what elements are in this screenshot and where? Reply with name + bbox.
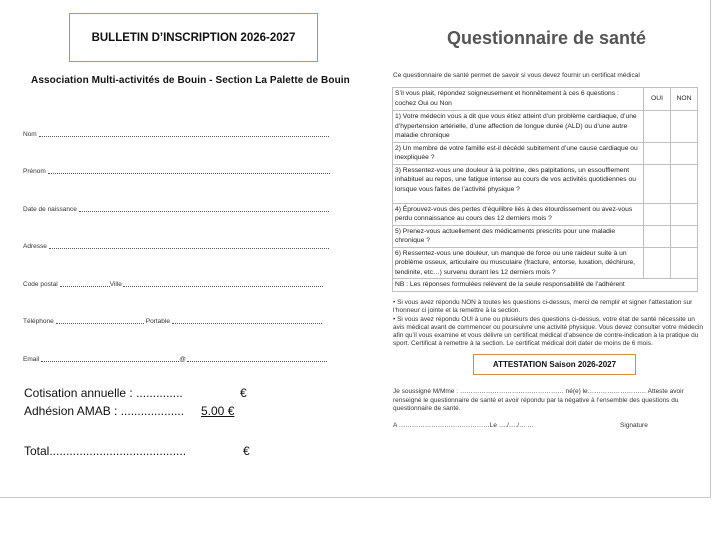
- adresse-line: [49, 248, 329, 249]
- non-checkbox-6[interactable]: [671, 247, 698, 279]
- telephone-label: Téléphone: [23, 318, 54, 325]
- association-name: Association Multi-activités de Bouin - Section La Palette de Bouin: [31, 75, 350, 86]
- prenom-label: Prénom: [23, 168, 46, 175]
- question-3: 3) Ressentez-vous une douleur à la poitrine, des palpitations, un essoufflement inhabituel au repos, une fatigue intense au cours de vos activités quotidiennes ou lorsque vous faites de l’activité physique ?: [393, 164, 644, 203]
- question-row-2: [393, 142, 698, 164]
- header-oui: OUI: [644, 88, 671, 111]
- oui-checkbox-4[interactable]: [644, 203, 671, 225]
- nb-row: [393, 279, 698, 292]
- cotisation-euro: €: [240, 386, 247, 400]
- naissance-label: Date de naissance: [23, 206, 77, 213]
- header-non: NON: [671, 88, 698, 111]
- adhesion-label: Adhésion AMAB : ...................: [24, 404, 185, 418]
- non-checkbox-2[interactable]: [671, 142, 698, 164]
- total-euro: €: [243, 444, 250, 458]
- nom-line: [39, 136, 329, 137]
- email-at: @: [179, 356, 186, 363]
- question-row-4: [393, 203, 698, 225]
- oui-checkbox-5[interactable]: [644, 225, 671, 247]
- ville-label: Ville: [109, 281, 122, 288]
- question-row-1: [393, 111, 698, 143]
- non-checkbox-5[interactable]: [671, 225, 698, 247]
- adresse-label: Adresse: [23, 243, 47, 250]
- header-question-cell: S’il vous plait, répondez soigneusement et honnêtement à ces 6 questions : cochez Oui ou Non: [393, 88, 644, 111]
- email-line-1: [41, 361, 179, 362]
- question-5: 5) Prenez-vous actuellement des médicaments prescrits pour une maladie chronique ?: [393, 225, 644, 247]
- email-field[interactable]: [23, 356, 327, 363]
- portable-label: Portable: [145, 318, 170, 325]
- email-label: Email: [23, 356, 40, 363]
- questionnaire-intro: Ce questionnaire de santé permet de savoir si vous devez fournir un certificat médical: [393, 72, 640, 79]
- code-postal-label: Code postal: [23, 281, 58, 288]
- table-header-row: [393, 88, 698, 111]
- questionnaire-table: [392, 87, 698, 292]
- cotisation-row: [24, 386, 247, 400]
- signature-label: Signature: [620, 422, 648, 429]
- prenom-field[interactable]: [23, 168, 330, 175]
- questionnaire-title: Questionnaire de santé: [447, 28, 647, 48]
- non-checkbox-1[interactable]: [671, 111, 698, 143]
- telephone-line: [56, 323, 144, 324]
- registration-title: BULLETIN D’INSCRIPTION 2026-2027: [69, 13, 318, 62]
- oui-checkbox-1[interactable]: [644, 111, 671, 143]
- instructions: [393, 299, 705, 349]
- non-checkbox-3[interactable]: [671, 164, 698, 203]
- question-2: 2) Un membre de votre famille est-il décédé subitement d’une cause cardiaque ou inexpliquée ?: [393, 142, 644, 164]
- naissance-line: [79, 211, 329, 212]
- nom-field[interactable]: [23, 131, 329, 138]
- nb-note: NB : Les réponses formulées relèvent de la seule responsabilité de l’adhérent: [393, 279, 698, 292]
- total-label: Total.........................................: [24, 444, 187, 458]
- question-6: 6) Ressentez-vous une douleur, un manque de force ou une raideur suite à un problème osseux, articulaire ou musculaire (fracture, entorse, luxation, déchirure, tendinite, etc…) survenu durant les 12 derniers mois ?: [393, 247, 644, 279]
- question-4: 4) Éprouvez-vous des pertes d’équilibre liés à des étourdissement ou avez-vous perdu connaissance au cours des 12 derniers mois ?: [393, 203, 644, 225]
- ville-line: [123, 286, 323, 287]
- question-row-3: [393, 164, 698, 203]
- naissance-field[interactable]: [23, 206, 329, 213]
- note-oui: • Si vous avez répondu OUI à une ou plusieurs des questions ci-dessus, votre état de santé nécessite un avis médical avant de commencer ou poursuivre une activité physique. Vous devez consulter votre médecin afin qu’il vous examine et vous délivre un certificat médical d’absence de contre-indication à la pratique du sport. Certificat à remettre à la section. Le certificat médical doit dater de moins de 6 mois.: [393, 315, 703, 348]
- attestation-title: ATTESTATION Saison 2026-2027: [473, 354, 636, 375]
- note-non: • Si vous avez répondu NON à toutes les questions ci-dessus, merci de remplir et signer l’attestation sur l’honneur ci jointe et la remettre à la section.: [393, 299, 693, 315]
- question-row-5: [393, 225, 698, 247]
- attestation-text: Je soussigné M/Mme : ………………………………………… né(e) le……………………… Atteste avoir renseigné le questionnaire de santé et avoir répondu par la négative à l’ensemble des questions du questionnaire de santé.: [393, 388, 684, 412]
- email-line-2: [187, 361, 327, 362]
- question-row-6: [393, 247, 698, 279]
- adhesion-value: 5.00 €: [201, 404, 235, 418]
- signature-place-date[interactable]: A ……………………………………Le …./…./… …: [393, 422, 534, 429]
- question-1: 1) Votre médecin vous a dit que vous étiez atteint d’un problème cardiaque, d’une d’hypertension artérielle, d’une affection de longue durée (ALD) ou d’une autre maladie chronique: [393, 111, 644, 143]
- oui-checkbox-3[interactable]: [644, 164, 671, 203]
- total-row: [24, 444, 250, 458]
- non-checkbox-4[interactable]: [671, 203, 698, 225]
- cotisation-label: Cotisation annuelle : ..............: [24, 386, 183, 400]
- adhesion-row: [24, 404, 235, 418]
- oui-checkbox-2[interactable]: [644, 142, 671, 164]
- code-postal-field[interactable]: [23, 281, 323, 288]
- prenom-line: [48, 173, 330, 174]
- oui-checkbox-6[interactable]: [644, 247, 671, 279]
- code-postal-line: [60, 286, 110, 287]
- nom-label: Nom: [23, 131, 37, 138]
- adresse-field[interactable]: [23, 243, 329, 250]
- telephone-field[interactable]: [23, 318, 322, 325]
- portable-line: [172, 323, 322, 324]
